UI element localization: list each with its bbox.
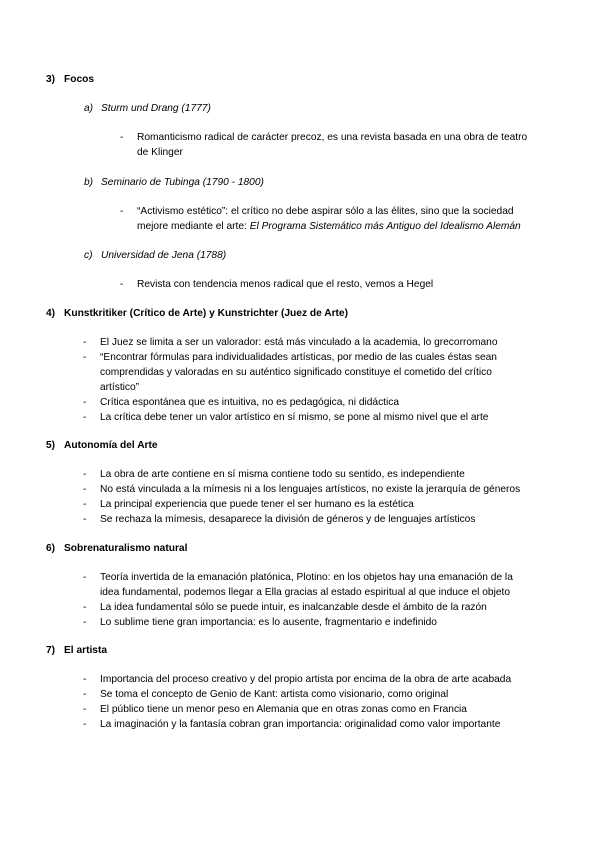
section-number: 4) (46, 308, 56, 319)
list-item-text: El público tiene un menor peso en Alemania que en otras zonas como en Francia (100, 704, 467, 715)
list-item-text: No está vinculada a la mímesis ni a los lenguajes artísticos, no existe la jerarquía de géneros (100, 484, 521, 495)
list-item-text: Lo sublime tiene gran importancia: es lo ausente, fragmentario e indefinido (100, 617, 437, 628)
list-item-text: Crítica espontánea que es intuitiva, no es pedagógica, ni didáctica (100, 397, 400, 408)
subsection-title: Universidad de Jena (1788) (101, 250, 227, 261)
section-number: 6) (46, 543, 56, 554)
list-item-text: “Activismo estético”: el crítico no debe aspirar sólo a las élites, sino que la sociedad (137, 206, 514, 217)
section-title: Focos (64, 74, 95, 85)
bullet-dash: - (83, 689, 87, 700)
bullet-dash: - (83, 412, 87, 423)
list-item-text: comprendidas y valoradas en su auténtico significado constituye el cometido del crítico (100, 367, 492, 378)
subsection-title: Seminario de Tubinga (1790 - 1800) (101, 177, 264, 188)
program-title: El Programa Sistemático más Antiguo del Idealismo Alemán (249, 221, 521, 232)
section-number: 7) (46, 645, 56, 656)
bullet-dash: - (83, 617, 87, 628)
list-item-text: de Klinger (137, 147, 183, 158)
subsection-label: b) (84, 177, 94, 188)
list-item-text: artístico” (100, 382, 140, 393)
list-item-text: La obra de arte contiene en sí misma contiene todo su sentido, es independiente (100, 469, 465, 480)
list-item-text: Se rechaza la mímesis, desaparece la división de géneros y de lenguajes artísticos (100, 514, 476, 525)
bullet-dash: - (120, 279, 124, 290)
bullet-dash: - (83, 352, 87, 363)
section-title: Sobrenaturalismo natural (64, 543, 188, 554)
bullet-dash: - (120, 206, 124, 217)
list-item-text: El Juez se limita a ser un valorador: está más vinculado a la academia, lo grecorromano (100, 337, 498, 348)
bullet-dash: - (83, 499, 87, 510)
bullet-dash: - (83, 514, 87, 525)
subsection-label: c) (84, 250, 93, 261)
list-item-text-plain: mejore mediante el arte: (137, 221, 250, 232)
list-item-text: Importancia del proceso creativo y del propio artista por encima de la obra de arte acabada (100, 674, 512, 685)
bullet-dash: - (120, 132, 124, 143)
list-item-text: La principal experiencia que puede tener el ser humano es la estética (100, 499, 414, 510)
list-item-text: La idea fundamental sólo se puede intuir, es inalcanzable desde el ámbito de la razón (100, 602, 487, 613)
bullet-dash: - (83, 602, 87, 613)
list-item-text: Romanticismo radical de carácter precoz, es una revista basada en una obra de teatro (137, 132, 528, 143)
section-title: Kunstkritiker (Crítico de Arte) y Kunstrichter (Juez de Arte) (64, 308, 348, 319)
section-title: El artista (64, 645, 108, 656)
section-number: 5) (46, 440, 56, 451)
list-item-text (137, 220, 521, 233)
bullet-dash: - (83, 704, 87, 715)
bullet-dash: - (83, 674, 87, 685)
bullet-dash: - (83, 572, 87, 583)
list-item-text: “Encontrar fórmulas para individualidades artísticas, por medio de las cuales éstas sean (100, 352, 497, 363)
list-item-text: Se toma el concepto de Genio de Kant: artista como visionario, como original (100, 689, 449, 700)
list-item-text: idea fundamental, podemos llegar a Ella gracias al estado espiritual al que induce el objeto (100, 587, 511, 598)
bullet-dash: - (83, 719, 87, 730)
list-item-text: Revista con tendencia menos radical que el resto, vemos a Hegel (137, 279, 434, 290)
list-item-text: Teoría invertida de la emanación platónica, Plotino: en los objetos hay una emanación de la (100, 572, 513, 583)
list-item-text: La crítica debe tener un valor artístico en sí mismo, se pone al mismo nivel que el arte (100, 412, 489, 423)
bullet-dash: - (83, 469, 87, 480)
bullet-dash: - (83, 337, 87, 348)
section-title: Autonomía del Arte (64, 440, 158, 451)
subsection-title: Sturm und Drang (1777) (101, 103, 211, 114)
section-number: 3) (46, 74, 56, 85)
bullet-dash: - (83, 484, 87, 495)
bullet-dash: - (83, 397, 87, 408)
list-item-text: La imaginación y la fantasía cobran gran importancia: originalidad como valor importante (100, 719, 501, 730)
subsection-label: a) (84, 103, 94, 114)
